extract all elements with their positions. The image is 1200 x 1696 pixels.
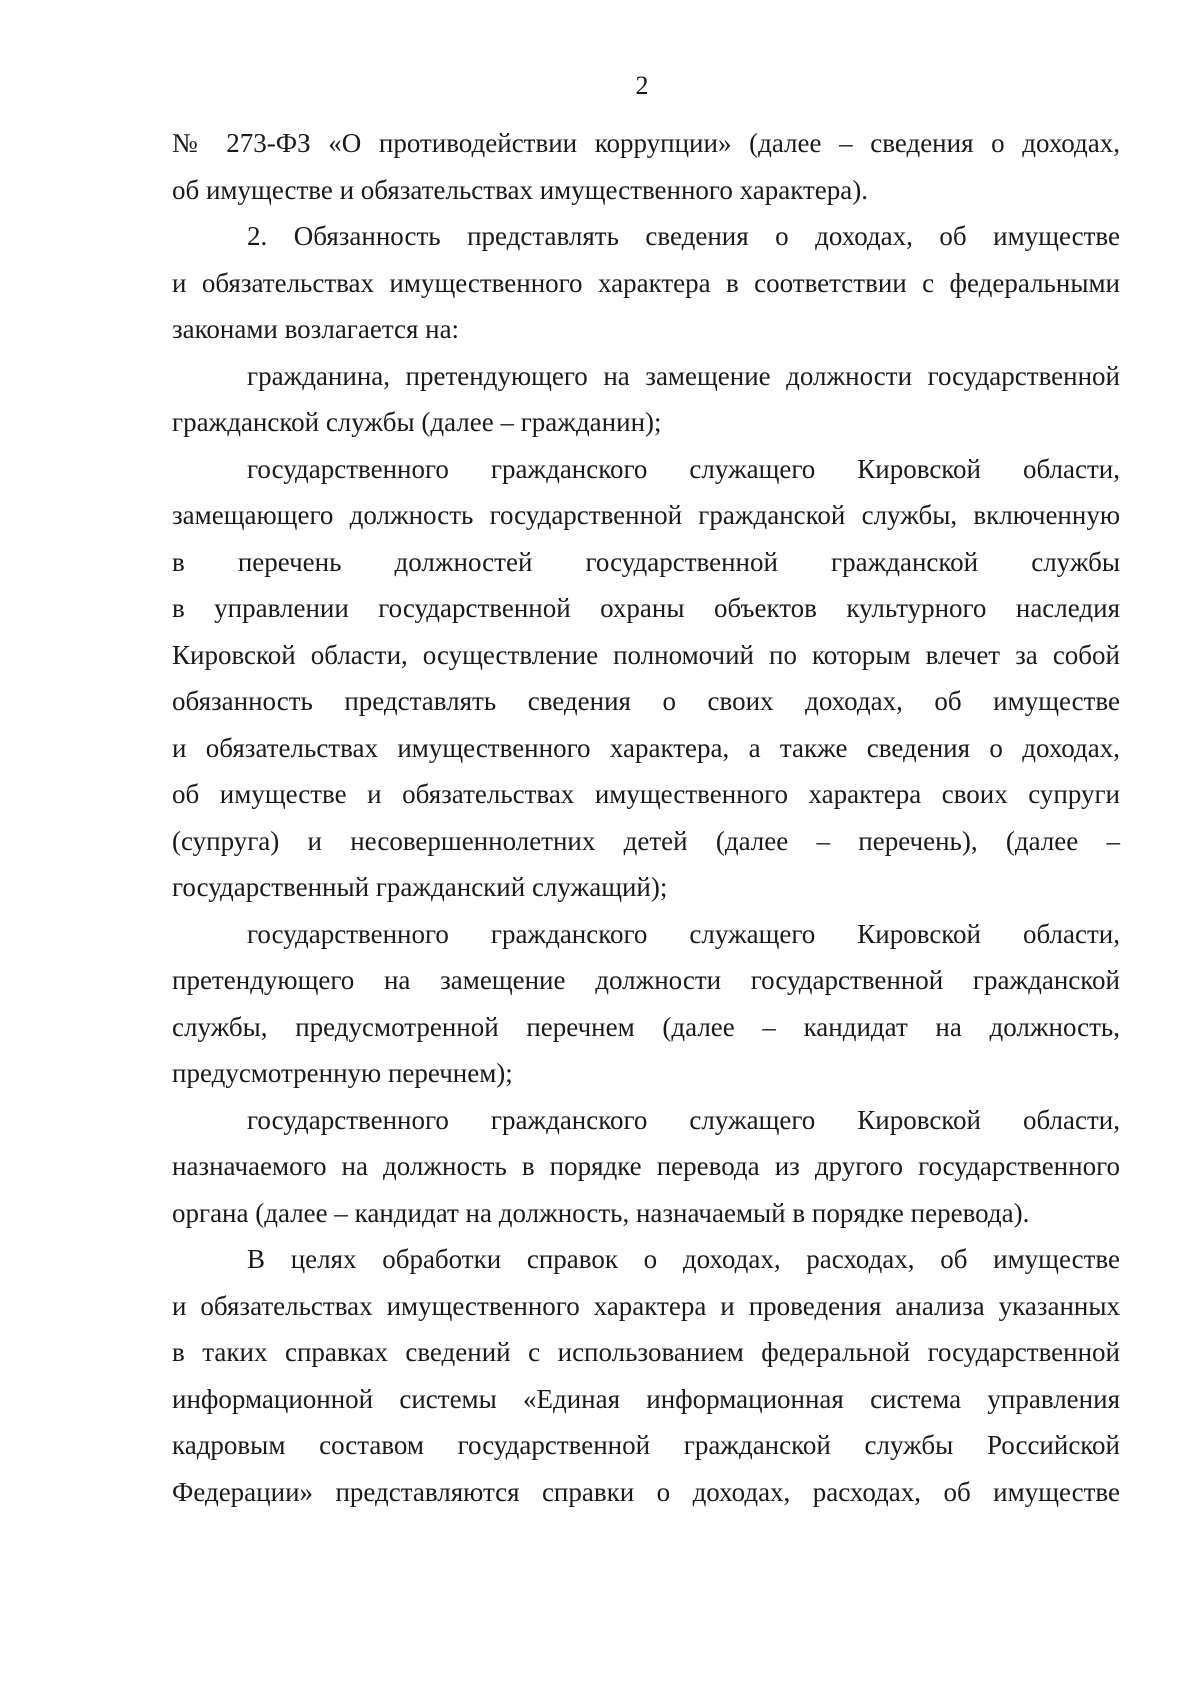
text-line: в таких справках сведений с использованием федеральной государственной [172,1337,1120,1367]
text-line: государственного гражданского служащего Кировской области, [247,453,1120,484]
text-line: № 273-ФЗ «О противодействии коррупции» (далее – сведения о доходах, [172,128,1120,158]
text-line: государственного гражданского служащего Кировской области, [247,1104,1120,1135]
text-line: законами возлагается на: [172,314,460,344]
text-line: и обязательствах имущественного характера в соответствии с федеральными [172,267,1120,298]
text-line: претендующего на замещение должности государственной гражданской [172,965,1120,995]
text-line: замещающего должность государственной гражданской службы, включенную [172,500,1120,530]
document-body [172,120,1120,1515]
text-line: предусмотренную перечнем); [172,1058,513,1088]
text-line: гражданской службы (далее – гражданин); [172,407,662,437]
text-line: органа (далее – кандидат на должность, назначаемый в порядке перевода). [172,1197,1030,1228]
text-line: и обязательствах имущественного характера и проведения анализа указанных [172,1290,1120,1321]
text-line: об имуществе и обязательствах имущественного характера). [172,174,868,205]
text-line: (супруга) и несовершеннолетних детей (далее – перечень), (далее – [172,825,1120,856]
text-line: в перечень должностей государственной гражданской службы [172,546,1120,577]
text-line: информационной системы «Единая информационная система управления [172,1383,1120,1414]
text-line: кадровым составом государственной гражданской службы Российской [172,1430,1120,1460]
page-number: 2 [635,71,649,100]
text-line: обязанность представлять сведения о своих доходах, об имуществе [172,686,1120,716]
text-line: Кировской области, осуществление полномочий по которым влечет за собой [172,639,1120,670]
text-line: об имуществе и обязательствах имущественного характера своих супруги [172,779,1120,809]
text-line: государственный гражданский служащий); [172,872,668,902]
text-line: государственного гражданского служащего Кировской области, [247,918,1120,949]
text-line: назначаемого на должность в порядке перевода из другого государственного [172,1151,1120,1181]
text-line: Федерации» представляются справки о доходах, расходах, об имуществе [172,1476,1120,1507]
text-line: службы, предусмотренной перечнем (далее – кандидат на должность, [172,1011,1120,1042]
text-line: и обязательствах имущественного характера, а также сведения о доходах, [172,732,1120,763]
text-line: гражданина, претендующего на замещение должности государственной [247,360,1120,391]
text-line: 2. Обязанность представлять сведения о доходах, об имуществе [247,221,1120,251]
text-line: в управлении государственной охраны объектов культурного наследия [172,593,1120,623]
text-line: В целях обработки справок о доходах, расходах, об имуществе [247,1244,1120,1274]
